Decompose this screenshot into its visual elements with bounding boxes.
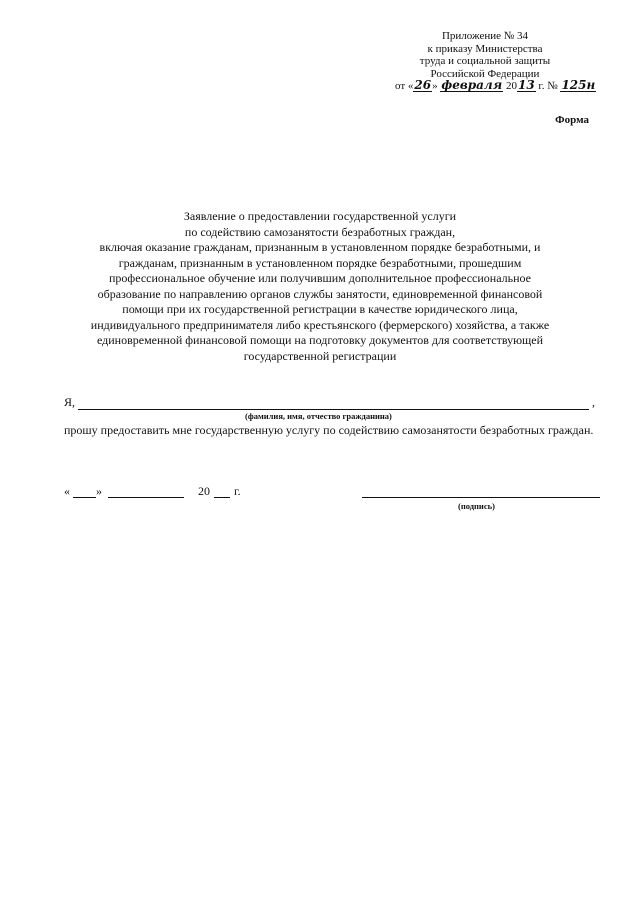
title-line: Заявление о предоставлении государственной услуги bbox=[183, 209, 457, 223]
date-day-field[interactable] bbox=[73, 497, 96, 498]
date-close-quote: » bbox=[96, 484, 102, 498]
name-prefix: Я, bbox=[64, 395, 76, 409]
order-date-line bbox=[395, 78, 596, 93]
date-month-field[interactable] bbox=[108, 497, 184, 498]
order-number-handwritten: 125н bbox=[561, 78, 596, 92]
order-reference: к приказу Министерства bbox=[427, 42, 543, 55]
order-year-prefix: 20 bbox=[505, 80, 517, 92]
title-line: профессиональное обучение или получившим дополнительное профессиональное bbox=[109, 271, 531, 285]
country-name: Российской Федерации bbox=[430, 67, 540, 80]
order-date-prefix: от « bbox=[395, 80, 414, 92]
order-number-prefix: г. № bbox=[538, 80, 558, 92]
name-suffix: , bbox=[592, 395, 595, 409]
signature-field[interactable] bbox=[362, 497, 600, 498]
date-year-field[interactable] bbox=[214, 497, 230, 498]
order-year-handwritten: 13 bbox=[517, 78, 535, 92]
request-text: прошу предоставить мне государственную услугу по содействию самозанятости безработных граждан. bbox=[64, 423, 594, 437]
date-year-prefix: 20 bbox=[198, 484, 210, 498]
order-day-handwritten: 26 bbox=[414, 78, 432, 92]
ministry-name: труда и социальной защиты bbox=[419, 55, 551, 67]
title-line: государственной регистрации bbox=[243, 348, 397, 363]
form-label: Форма bbox=[555, 114, 589, 126]
signature-caption: (подпись) bbox=[458, 501, 495, 511]
appendix-header bbox=[395, 30, 596, 93]
application-date-row bbox=[64, 484, 264, 500]
title-line: индивидуального предпринимателя либо крестьянского (фермерского) хозяйства, а также bbox=[90, 317, 550, 332]
title-line: включая оказание гражданам, признанным в установленном порядке безработными, и bbox=[99, 240, 541, 254]
title-line: гражданам, признанным в установленном порядке безработными, прошедшим bbox=[118, 255, 522, 270]
order-month-handwritten: февраля bbox=[441, 78, 503, 92]
applicant-name-field[interactable] bbox=[78, 409, 589, 410]
title-line: помощи при их государственной регистрации в качестве юридического лица, bbox=[122, 302, 518, 316]
title-line: единовременной финансовой помощи на подготовку документов для соответствующей bbox=[96, 333, 544, 347]
date-year-suffix: г. bbox=[234, 484, 241, 498]
title-line: по содействию самозанятости безработных граждан, bbox=[184, 224, 456, 239]
applicant-name-row bbox=[64, 395, 600, 411]
document-title bbox=[60, 209, 580, 364]
order-date-mid: » bbox=[432, 80, 438, 92]
appendix-number: Приложение № 34 bbox=[441, 30, 529, 42]
date-open-quote: « bbox=[64, 484, 70, 498]
title-line: образование по направлению органов службы занятости, единовременной финансовой bbox=[97, 286, 543, 301]
name-field-caption: (фамилия, имя, отчество гражданина) bbox=[245, 411, 392, 421]
